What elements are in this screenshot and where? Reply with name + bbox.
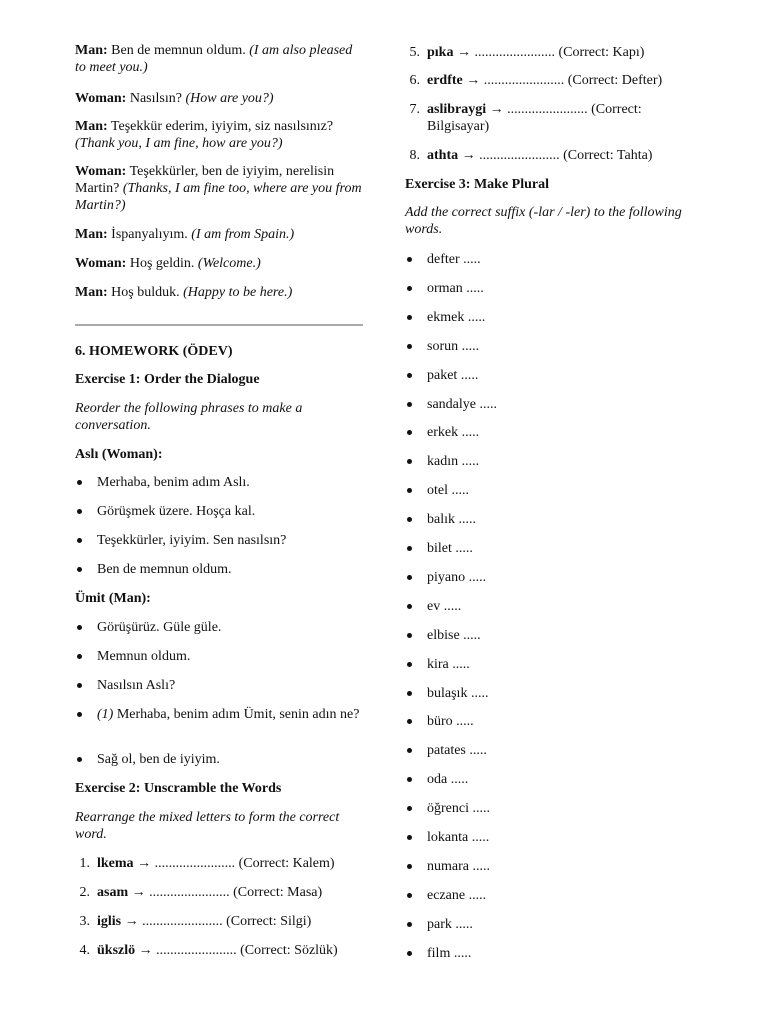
numbered-item: 5. pıka → ....................... (Correct: Kapı) [409, 45, 645, 60]
exercise-instruction: Reorder the following phrases to make a conversation. [75, 401, 303, 433]
list-item: Nasılsın Aslı? [97, 677, 363, 694]
list-item: paket ..... [427, 367, 695, 384]
exercise-title: Exercise 3: Make Plural [405, 177, 549, 192]
numbered-item: 2. asam → ....................... (Correct: Masa) [79, 885, 323, 900]
list-item: kira ..... [427, 656, 695, 673]
list-item: sandalye ..... [427, 396, 695, 413]
dialogue-line: Man: Teşekkür ederim, iyiyim, siz nasılsınız? (Thank you, I am fine, how are you?) [75, 119, 334, 151]
list-item: Sağ ol, ben de iyiyim. [97, 751, 363, 768]
list-item: (1) Merhaba, benim adım Ümit, senin adın ne? [97, 706, 363, 723]
list-item: piyano ..... [427, 569, 695, 586]
list-item: Ben de memnun oldum. [97, 561, 363, 578]
list-item: park ..... [427, 916, 695, 933]
list-item: oda ..... [427, 771, 695, 788]
list-item: numara ..... [427, 858, 695, 875]
list-item: Teşekkürler, iyiyim. Sen nasılsın? [97, 532, 363, 549]
list-item: elbise ..... [427, 627, 695, 644]
list-item: bulaşık ..... [427, 685, 695, 702]
dialogue-line: Woman: Hoş geldin. (Welcome.) [75, 256, 261, 271]
numbered-item: 3. iglis → ....................... (Correct: Silgi) [79, 914, 312, 929]
list-item: büro ..... [427, 713, 695, 730]
list-item: Merhaba, benim adım Aslı. [97, 474, 363, 491]
list-item: sorun ..... [427, 338, 695, 355]
list-item: film ..... [427, 945, 695, 962]
numbered-item: 8. athta → ....................... (Correct: Tahta) [409, 148, 653, 163]
list-item: lokanta ..... [427, 829, 695, 846]
speaker-heading: Aslı (Woman): [75, 447, 163, 462]
dialogue-line: Woman: Nasılsın? (How are you?) [75, 91, 274, 106]
dialogue-line: Woman: Teşekkürler, ben de iyiyim, nerelisin Martin? (Thanks, I am fine too, where are you from Martin?) [75, 164, 362, 213]
list-item: öğrenci ..... [427, 800, 695, 817]
list-item: defter ..... [427, 251, 695, 268]
dialogue-line: Man: Ben de memnun oldum. (I am also pleased to meet you.) [75, 43, 353, 75]
list-item: bilet ..... [427, 540, 695, 557]
list-item: Görüşürüz. Güle güle. [97, 619, 363, 636]
list-item: ev ..... [427, 598, 695, 615]
list-item: eczane ..... [427, 887, 695, 904]
list-item: kadın ..... [427, 453, 695, 470]
dialogue-line: Man: İspanyalıyım. (I am from Spain.) [75, 227, 295, 242]
list-item: ekmek ..... [427, 309, 695, 326]
speaker-heading: Ümit (Man): [75, 591, 151, 606]
list-item: orman ..... [427, 280, 695, 297]
list-item: Görüşmek üzere. Hoşça kal. [97, 503, 363, 520]
exercise-title: Exercise 2: Unscramble the Words [75, 781, 282, 796]
section-heading: 6. HOMEWORK (ÖDEV) [75, 344, 233, 359]
exercise-instruction: Rearrange the mixed letters to form the correct word. [75, 810, 340, 842]
exercise-title: Exercise 1: Order the Dialogue [75, 372, 260, 387]
exercise-instruction: Add the correct suffix (-lar / -ler) to the following words. [405, 205, 682, 237]
numbered-item: 7. aslibraygi → ....................... (Correct: Bilgisayar) [409, 102, 642, 134]
numbered-item: 1. lkema → ....................... (Correct: Kalem) [79, 856, 335, 871]
numbered-item: 4. ükszlö → ....................... (Correct: Sözlük) [79, 943, 338, 958]
list-item: erkek ..... [427, 424, 695, 441]
list-item: patates ..... [427, 742, 695, 759]
list-item: Memnun oldum. [97, 648, 363, 665]
numbered-item: 6. erdfte → ....................... (Correct: Defter) [409, 73, 663, 88]
section-divider [75, 324, 363, 326]
list-item: otel ..... [427, 482, 695, 499]
dialogue-line: Man: Hoş bulduk. (Happy to be here.) [75, 285, 293, 300]
list-item: balık ..... [427, 511, 695, 528]
